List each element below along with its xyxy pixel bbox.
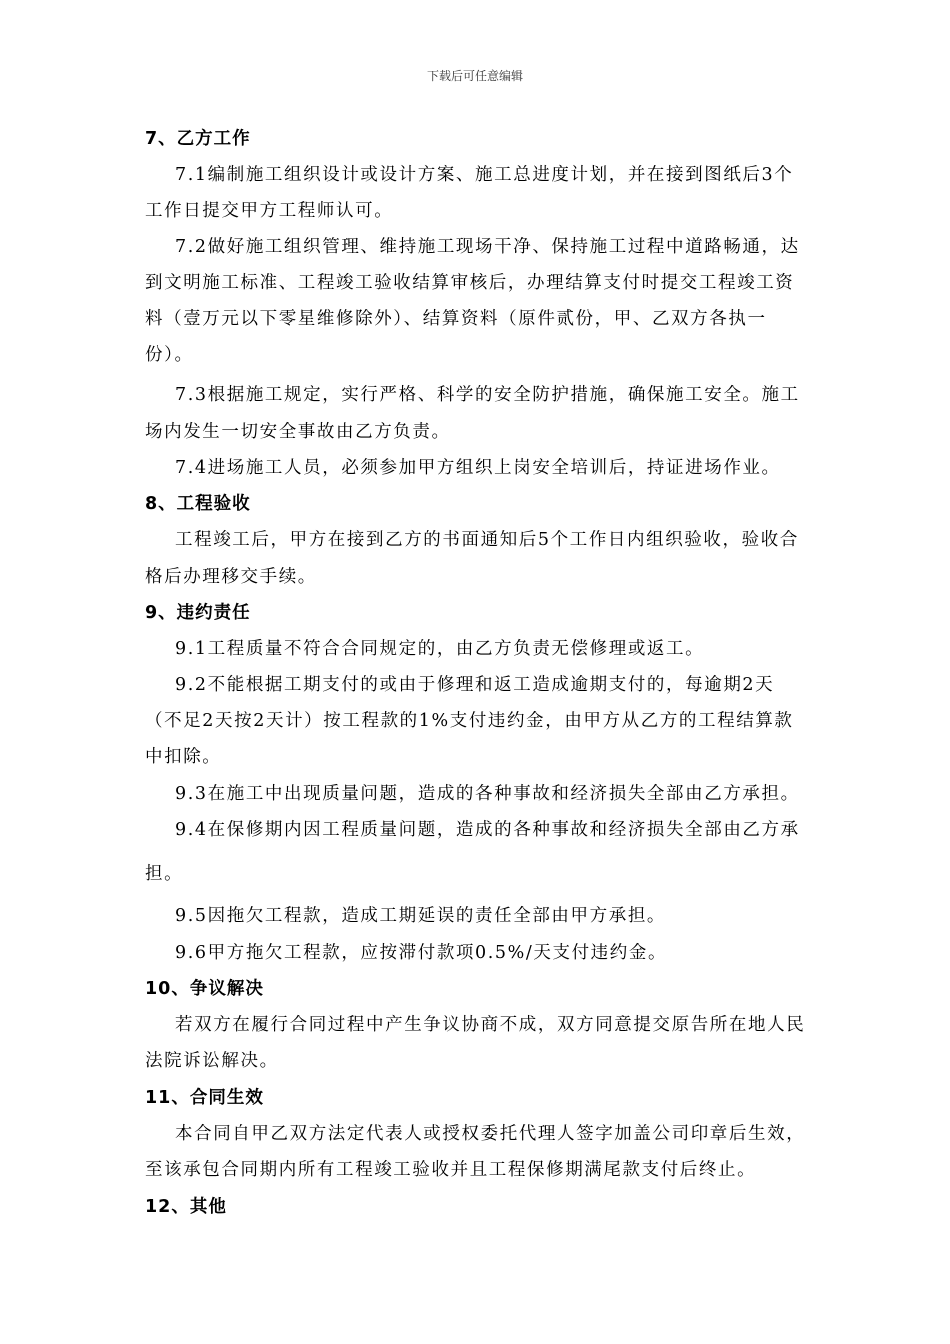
paragraph-line: 份）。 <box>145 345 194 365</box>
paragraph-line: 料（壹万元以下零星维修除外）、结算资料（原件贰份，甲、乙双方各执一 <box>145 309 767 329</box>
paragraph-line: 担。 <box>145 864 184 884</box>
section-heading-12: 12、其他 <box>145 1197 227 1217</box>
paragraph-line: 本合同自甲乙双方法定代表人或授权委托代理人签字加盖公司印章后生效， <box>175 1124 806 1144</box>
page-header: 下载后可任意编辑 <box>426 69 523 83</box>
section-heading-11: 11、合同生效 <box>145 1088 264 1108</box>
paragraph-line: 7.1编制施工组织设计或设计方案、施工总进度计划，并在接到图纸后3个 <box>175 165 794 185</box>
paragraph-line: 格后办理移交手续。 <box>145 567 317 587</box>
paragraph-line: 9.5因拖欠工程款，造成工期延误的责任全部由甲方承担。 <box>175 906 667 926</box>
section-heading-8: 8、工程验收 <box>145 494 251 514</box>
section-heading-7: 7、乙方工作 <box>145 129 251 149</box>
paragraph-line: 7.4进场施工人员，必须参加甲方组织上岗安全培训后，持证进场作业。 <box>175 458 781 478</box>
section-heading-10: 10、争议解决 <box>145 979 264 999</box>
paragraph-line: 法院诉讼解决。 <box>145 1051 279 1071</box>
paragraph-line: 9.1工程质量不符合合同规定的，由乙方负责无偿修理或返工。 <box>175 639 705 659</box>
paragraph-line: 9.4在保修期内因工程质量问题，造成的各种事故和经济损失全部由乙方承 <box>175 820 800 840</box>
paragraph-line: 9.6甲方拖欠工程款，应按滞付款项0.5%/天支付违约金。 <box>175 943 668 963</box>
paragraph-line: 9.3在施工中出现质量问题，造成的各种事故和经济损失全部由乙方承担。 <box>175 784 800 804</box>
paragraph-line: 7.2做好施工组织管理、维持施工现场干净、保持施工过程中道路畅通，达 <box>175 237 800 257</box>
paragraph-line: 工程竣工后，甲方在接到乙方的书面通知后5个工作日内组织验收，验收合 <box>175 530 799 550</box>
paragraph-line: 场内发生一切安全事故由乙方负责。 <box>145 422 451 442</box>
paragraph-line: 中扣除。 <box>145 747 222 767</box>
paragraph-line: 到文明施工标准、工程竣工验收结算审核后，办理结算支付时提交工程竣工资 <box>145 273 795 293</box>
paragraph-line: 7.3根据施工规定，实行严格、科学的安全防护措施，确保施工安全。施工 <box>175 385 800 405</box>
paragraph-line: 至该承包合同期内所有工程竣工验收并且工程保修期满尾款支付后终止。 <box>145 1160 757 1180</box>
paragraph-line: 若双方在履行合同过程中产生争议协商不成，双方同意提交原告所在地人民 <box>175 1015 806 1035</box>
paragraph-line: 工作日提交甲方工程师认可。 <box>145 201 394 221</box>
paragraph-line: 9.2不能根据工期支付的或由于修理和返工造成逾期支付的，每逾期2天 <box>175 675 775 695</box>
section-heading-9: 9、违约责任 <box>145 603 251 623</box>
paragraph-line: （不足2天按2天计）按工程款的1%支付违约金，由甲方从乙方的工程结算款 <box>145 711 794 731</box>
